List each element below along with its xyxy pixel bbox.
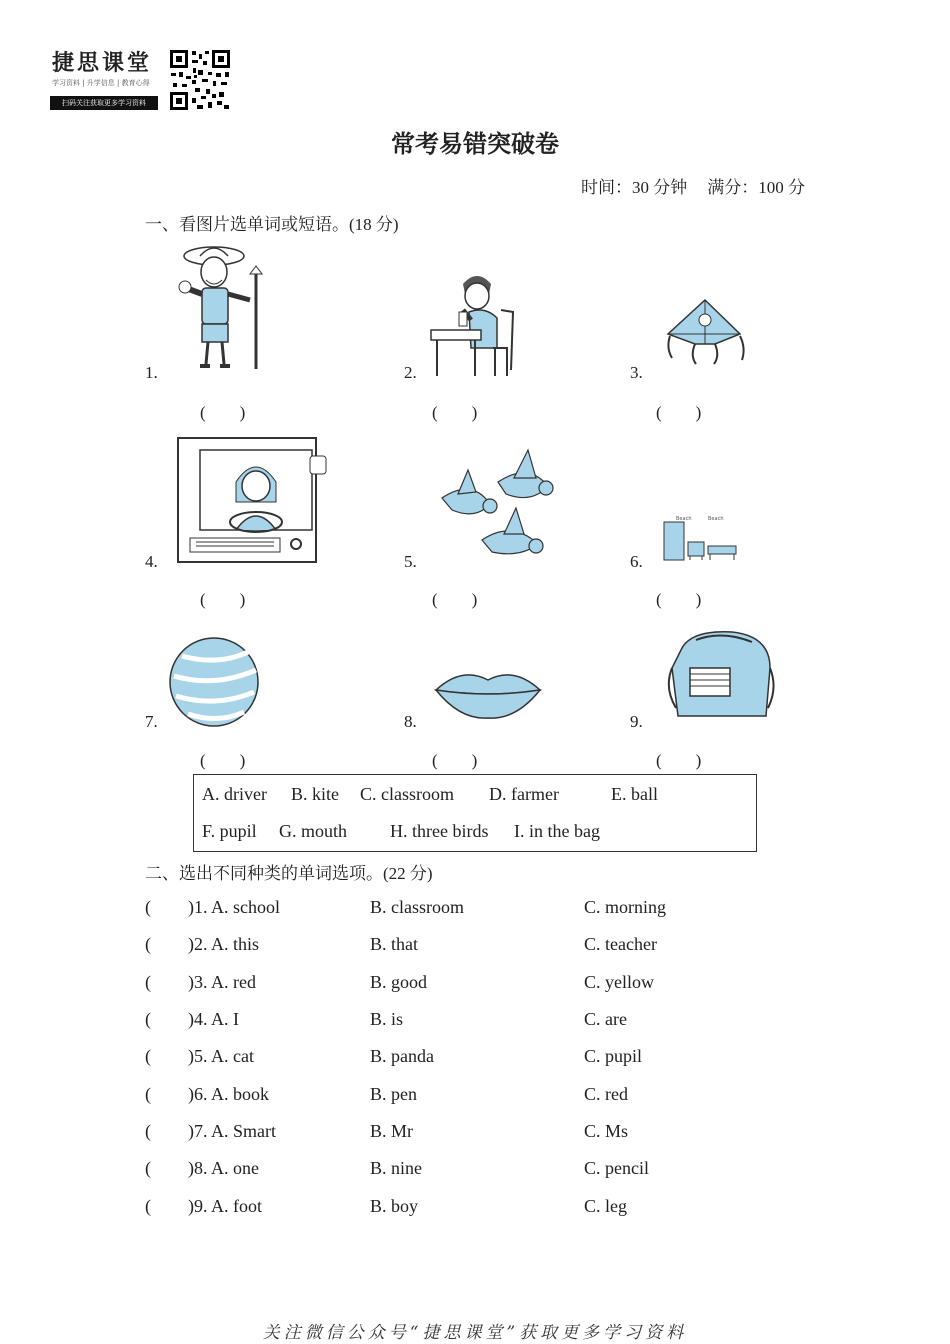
time-limit: 时间：30 分钟 [581, 178, 688, 197]
question-row [145, 1046, 765, 1070]
question-row [145, 1009, 765, 1033]
question-option-c: C. Ms [584, 1121, 629, 1141]
question-option-b: B. classroom [370, 897, 464, 917]
question-row [145, 1158, 765, 1182]
brand-subtitle: 学习资料 | 升学信息 | 教育心得 [52, 79, 150, 87]
qr-code-icon [168, 48, 232, 112]
item-number: 8. [404, 712, 417, 731]
question-option-a: )6. A. book [188, 1084, 269, 1104]
question-option-b: B. good [370, 972, 428, 992]
question-option-c: C. pencil [584, 1158, 649, 1178]
answer-blank[interactable]: ( [145, 1121, 151, 1141]
option: G. mouth [279, 821, 348, 841]
answer-blank[interactable]: ( [145, 1196, 151, 1216]
question-row [145, 897, 765, 921]
full-score: 满分：100 分 [707, 178, 805, 197]
question-row [145, 934, 765, 958]
question-option-a: )4. A. I [188, 1009, 239, 1029]
question-option-b: B. panda [370, 1046, 434, 1066]
footer-note: 关注微信公众号“捷思课堂”获取更多学习资料 [262, 1323, 688, 1343]
option: E. ball [611, 784, 658, 804]
question-option-c: C. teacher [584, 934, 657, 954]
option: A. driver [202, 784, 267, 804]
brand-logo: 捷思课堂 [52, 50, 153, 76]
answer-blank[interactable]: ( ) [432, 751, 478, 770]
classroom-picture [660, 512, 742, 562]
answer-blank[interactable]: ( ) [432, 590, 478, 609]
question-option-b: B. boy [370, 1196, 419, 1216]
question-row [145, 1121, 765, 1145]
exam-meta [581, 173, 805, 198]
option: H. three birds [390, 821, 489, 841]
answer-blank[interactable]: ( ) [656, 751, 702, 770]
pupil-picture [425, 270, 520, 378]
answer-blank[interactable]: ( [145, 1009, 151, 1029]
svg-text:Beach: Beach [708, 516, 724, 522]
answer-blank[interactable]: ( [145, 972, 151, 992]
question-row [145, 1196, 765, 1220]
item-number: 3. [630, 363, 643, 382]
item-number: 4. [145, 552, 158, 571]
option: C. classroom [360, 784, 454, 804]
option: F. pupil [202, 821, 257, 841]
answer-blank[interactable]: ( ) [656, 403, 702, 422]
question-option-c: C. yellow [584, 972, 654, 992]
answer-blank[interactable]: ( [145, 1084, 151, 1104]
answer-blank[interactable]: ( [145, 934, 151, 954]
item-number: 2. [404, 363, 417, 382]
question-option-b: B. that [370, 934, 418, 954]
question-option-a: )1. A. school [188, 897, 280, 917]
option: B. kite [291, 784, 339, 804]
brand-bar: 扫码关注获取更多学习资料 [50, 96, 158, 110]
question-option-a: )3. A. red [188, 972, 256, 992]
option: D. farmer [489, 784, 559, 804]
question-option-a: )8. A. one [188, 1158, 259, 1178]
question-option-a: )7. A. Smart [188, 1121, 276, 1141]
answer-blank[interactable]: ( [145, 897, 151, 917]
ball-picture [168, 636, 260, 728]
answer-blank[interactable]: ( ) [432, 403, 478, 422]
question-option-c: C. pupil [584, 1046, 643, 1066]
question-option-c: C. leg [584, 1196, 627, 1216]
svg-text:Beach: Beach [676, 516, 692, 522]
item-number: 6. [630, 552, 643, 571]
page-title: 常考易错突破卷 [391, 129, 559, 158]
item-number: 9. [630, 712, 643, 731]
question-option-b: B. is [370, 1009, 404, 1029]
option: I. in the bag [514, 821, 600, 841]
question-option-b: B. Mr [370, 1121, 414, 1141]
item-number: 7. [145, 712, 158, 731]
farmer-picture [178, 244, 268, 374]
question-row [145, 972, 765, 996]
answer-blank[interactable]: ( ) [200, 403, 246, 422]
question-row [145, 1084, 765, 1108]
driver-picture [176, 436, 330, 566]
question-option-c: C. red [584, 1084, 628, 1104]
mouth-picture [432, 666, 544, 720]
section2-heading: 二、选出不同种类的单词选项。(22 分) [145, 864, 433, 883]
question-option-c: C. are [584, 1009, 627, 1029]
question-option-c: C. morning [584, 897, 667, 917]
answer-blank[interactable]: ( ) [200, 590, 246, 609]
question-option-a: )5. A. cat [188, 1046, 254, 1066]
answer-blank[interactable]: ( [145, 1158, 151, 1178]
item-number: 1. [145, 363, 158, 382]
section1-heading: 一、看图片选单词或短语。(18 分) [145, 215, 399, 234]
answer-blank[interactable]: ( [145, 1046, 151, 1066]
answer-blank[interactable]: ( ) [200, 751, 246, 770]
kite-picture [660, 298, 750, 378]
question-option-a: )9. A. foot [188, 1196, 262, 1216]
question-option-b: B. pen [370, 1084, 417, 1104]
item-number: 5. [404, 552, 417, 571]
question-option-a: )2. A. this [188, 934, 260, 954]
bag-picture [662, 628, 778, 724]
question-option-b: B. nine [370, 1158, 422, 1178]
three-birds-picture [432, 448, 558, 562]
answer-blank[interactable]: ( ) [656, 590, 702, 609]
